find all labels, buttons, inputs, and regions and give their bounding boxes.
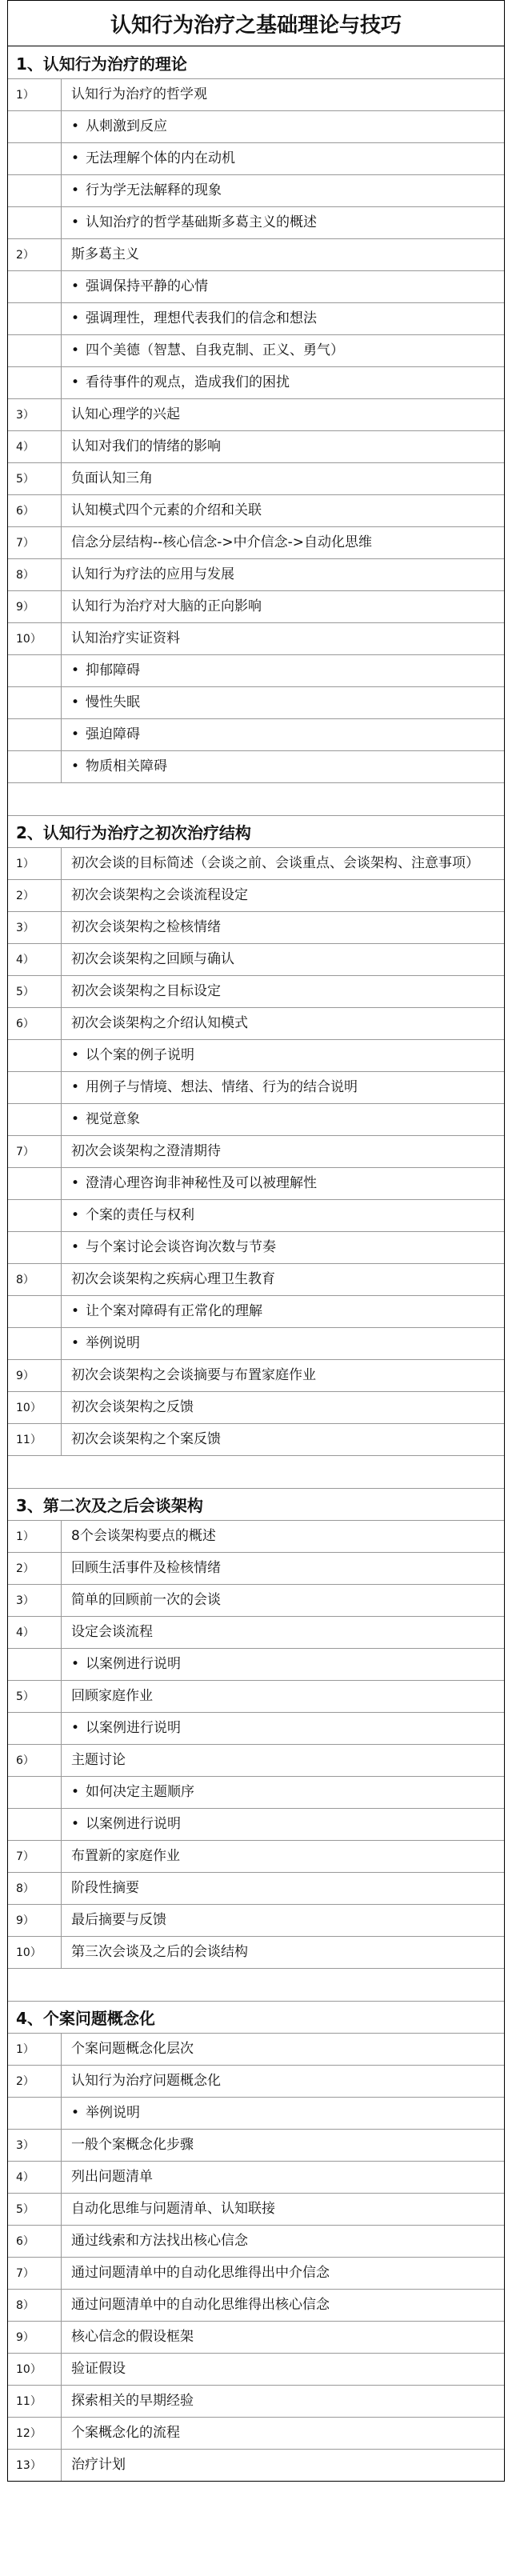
item-number [8,1072,62,1103]
item-number: 2） [8,880,62,911]
sub-point-row [8,1199,504,1231]
item-number [8,719,62,750]
item-number: 9） [8,1360,62,1391]
item-text: 一般个案概念化步骤 [71,2137,194,2153]
item-number [8,303,62,334]
document-title: 认知行为治疗之基础理论与技巧 [8,1,504,46]
item-number [8,271,62,302]
sub-point-text: • 认知治疗的哲学基础斯多葛主义的概述 [62,207,504,238]
outline-item-row [8,879,504,911]
sub-point-row [8,1071,504,1103]
outline-item-row [8,2193,504,2225]
sub-point-row [8,334,504,366]
outline-item-row [8,1391,504,1423]
item-text: 初次会谈架构之会谈摘要与布置家庭作业 [71,1367,316,1383]
item-number: 3） [8,912,62,943]
outline-item-row [8,2129,504,2161]
item-text: 列出问题清单 [71,2169,153,2185]
item-number: 4） [8,2162,62,2193]
outline-item-row [8,398,504,430]
item-number: 5） [8,2194,62,2225]
item-number: 11） [8,2386,62,2417]
outline-table [7,0,505,2482]
sub-point-row [8,206,504,238]
sub-point-text: • 以个案的例子说明 [62,1040,504,1071]
outline-item-row [8,2321,504,2353]
sub-point-row [8,142,504,174]
item-text: 阶段性摘要 [71,1880,139,1896]
item-text: 布置新的家庭作业 [71,1848,180,1864]
item-text: 治疗计划 [71,2457,126,2473]
outline-item-row [8,558,504,590]
item-number: 10） [8,2354,62,2385]
sub-point-row [8,686,504,718]
item-number: 1） [8,79,62,110]
item-number [8,207,62,238]
outline-item-row [8,975,504,1007]
item-text: 认知行为治疗的哲学观 [71,86,207,102]
item-text: 认知心理学的兴起 [71,406,180,422]
sub-point-row [8,750,504,782]
item-text: 个案问题概念化层次 [71,2041,194,2057]
item-text: 回顾生活事件及检核情绪 [71,1560,221,1576]
outline-item-row [8,2449,504,2481]
item-text: 核心信念的假设框架 [71,2329,194,2345]
item-number [8,1296,62,1327]
item-text: 验证假设 [71,2361,126,2377]
item-number: 4） [8,944,62,975]
item-number [8,367,62,398]
sub-point-text: • 强迫障碍 [62,719,504,750]
sub-point-text: • 让个案对障碍有正常化的理解 [62,1296,504,1327]
sub-point-row [8,1103,504,1135]
item-number [8,111,62,142]
sub-point-text: • 从刺激到反应 [62,111,504,142]
outline-item-row [8,1840,504,1872]
item-text: 初次会谈架构之会谈流程设定 [71,887,248,903]
sub-point-row [8,110,504,142]
outline-item-row [8,2417,504,2449]
outline-item-row [8,2065,504,2097]
item-number: 2） [8,2066,62,2097]
item-text: 认知行为治疗问题概念化 [71,2073,221,2089]
outline-item-row [8,590,504,622]
item-text: 设定会谈流程 [71,1624,153,1640]
sub-point-text: • 举例说明 [62,2098,504,2129]
item-text: 通过问题清单中的自动化思维得出核心信念 [71,2297,330,2313]
item-number: 13） [8,2450,62,2481]
item-number [8,143,62,174]
section-spacer [8,1968,504,2001]
sub-point-row [8,1231,504,1263]
item-text: 负面认知三角 [71,470,153,486]
item-text: 通过线索和方法找出核心信念 [71,2233,248,2249]
item-text: 初次会谈架构之个案反馈 [71,1431,221,1447]
item-number: 6） [8,1008,62,1039]
item-text: 初次会谈架构之检核情绪 [71,919,221,935]
sub-point-text: • 物质相关障碍 [62,751,504,782]
outline-item-row [8,526,504,558]
item-number: 3） [8,2130,62,2161]
item-text: 初次会谈架构之疾病心理卫生教育 [71,1271,275,1287]
item-number [8,1777,62,1808]
item-number [8,1713,62,1744]
sub-point-row [8,1808,504,1840]
section-heading: 2、认知行为治疗之初次治疗结构 [8,815,504,847]
outline-item-row [8,1936,504,1968]
outline-item-row [8,1263,504,1295]
item-text: 8个会谈架构要点的概述 [71,1528,216,1544]
sub-point-row [8,654,504,686]
outline-item-row [8,1904,504,1936]
item-text: 认知模式四个元素的介绍和关联 [71,502,262,518]
sub-point-text: • 澄清心理咨询非神秘性及可以被理解性 [62,1168,504,1199]
item-text: 通过问题清单中的自动化思维得出中介信念 [71,2265,330,2281]
item-text: 回顾家庭作业 [71,1688,153,1704]
outline-item-row [8,2161,504,2193]
item-text: 斯多葛主义 [71,246,139,262]
sub-point-text: • 强调理性，理想代表我们的信念和想法 [62,303,504,334]
outline-item-row [8,2225,504,2257]
outline-item-row [8,1584,504,1616]
item-text: 初次会谈的目标简述（会谈之前、会谈重点、会谈架构、注意事项） [71,855,479,871]
sub-point-row [8,174,504,206]
item-number [8,1809,62,1840]
item-number [8,1104,62,1135]
sub-point-row [8,718,504,750]
item-number: 10） [8,1392,62,1423]
item-number [8,1168,62,1199]
item-number: 2） [8,1553,62,1584]
outline-item-row [8,1359,504,1391]
outline-item-row [8,911,504,943]
item-text: 初次会谈架构之回顾与确认 [71,951,234,967]
item-number: 3） [8,399,62,430]
outline-item-row [8,1135,504,1167]
section-spacer [8,782,504,815]
outline-item-row [8,2353,504,2385]
outline-body [8,46,504,2481]
sub-point-text: • 慢性失眠 [62,687,504,718]
item-text: 认知行为治疗对大脑的正向影响 [71,598,262,614]
section-heading: 4、个案问题概念化 [8,2001,504,2033]
item-number: 9） [8,2322,62,2353]
item-number: 8） [8,1264,62,1295]
sub-point-row [8,1776,504,1808]
item-text: 探索相关的早期经验 [71,2393,194,2409]
sub-point-text: • 以案例进行说明 [62,1713,504,1744]
item-number: 7） [8,527,62,558]
item-number: 7） [8,2258,62,2289]
sub-point-row [8,1039,504,1071]
sub-point-text: • 看待事件的观点，造成我们的困扰 [62,367,504,398]
sub-point-text: • 行为学无法解释的现象 [62,175,504,206]
item-number: 9） [8,1905,62,1936]
outline-item-row [8,1423,504,1455]
item-number: 5） [8,463,62,494]
item-number: 8） [8,559,62,590]
item-text: 初次会谈架构之反馈 [71,1399,194,1415]
sub-point-text: • 如何决定主题顺序 [62,1777,504,1808]
outline-item-row [8,2033,504,2065]
sub-point-row [8,1167,504,1199]
item-text: 初次会谈架构之目标设定 [71,983,221,999]
sub-point-row [8,2097,504,2129]
item-number: 4） [8,431,62,462]
section-heading: 1、认知行为治疗的理论 [16,54,187,74]
outline-item-row [8,1552,504,1584]
item-number: 7） [8,1136,62,1167]
item-number: 10） [8,1937,62,1968]
sub-point-text: • 个案的责任与权利 [62,1200,504,1231]
item-text: 认知治疗实证资料 [71,630,180,646]
item-number [8,335,62,366]
sub-point-row [8,270,504,302]
outline-item-row [8,1616,504,1648]
sub-point-text: • 抑郁障碍 [62,655,504,686]
item-number: 7） [8,1841,62,1872]
item-number [8,175,62,206]
item-text: 第三次会谈及之后的会谈结构 [71,1944,248,1960]
item-number [8,1200,62,1231]
item-text: 个案概念化的流程 [71,2425,180,2441]
outline-item-row [8,847,504,879]
sub-point-row [8,302,504,334]
sub-point-text: • 用例子与情境、想法、情绪、行为的结合说明 [62,1072,504,1103]
item-number: 6） [8,2226,62,2257]
outline-item-row [8,1680,504,1712]
item-text: 初次会谈架构之澄清期待 [71,1143,221,1159]
item-number: 3） [8,1585,62,1616]
outline-item-row [8,1520,504,1552]
outline-item-row [8,494,504,526]
item-number: 4） [8,1617,62,1648]
item-text: 信念分层结构--核心信念->中介信念->自动化思维 [71,534,373,550]
item-text: 自动化思维与问题清单、认知联接 [71,2201,275,2217]
item-number: 8） [8,2290,62,2321]
item-number [8,1328,62,1359]
sub-point-text: • 无法理解个体的内在动机 [62,143,504,174]
item-number: 6） [8,495,62,526]
item-number: 9） [8,591,62,622]
outline-item-row [8,2289,504,2321]
item-text: 简单的回顾前一次的会谈 [71,1592,221,1608]
sub-point-row [8,366,504,398]
item-number [8,1040,62,1071]
sub-point-text: • 四个美德（智慧、自我克制、正义、勇气） [62,335,504,366]
item-number: 1） [8,1521,62,1552]
item-text: 认知行为疗法的应用与发展 [71,566,234,582]
outline-item-row [8,1872,504,1904]
item-text: 主题讨论 [71,1752,126,1768]
item-number: 10） [8,623,62,654]
outline-item-row [8,430,504,462]
outline-item-row [8,943,504,975]
sub-point-text: • 与个案讨论会谈咨询次数与节奏 [62,1232,504,1263]
sub-point-row [8,1295,504,1327]
item-text: 认知对我们的情绪的影响 [71,438,221,454]
sub-point-text: • 以案例进行说明 [62,1649,504,1680]
item-number: 8） [8,1873,62,1904]
item-text: 初次会谈架构之介绍认知模式 [71,1015,248,1031]
outline-item-row [8,2385,504,2417]
item-number: 2） [8,239,62,270]
outline-item-row [8,78,504,110]
item-text: 最后摘要与反馈 [71,1912,166,1928]
item-number [8,751,62,782]
item-number [8,655,62,686]
outline-item-row [8,238,504,270]
item-number: 12） [8,2418,62,2449]
sub-point-text: • 以案例进行说明 [62,1809,504,1840]
sub-point-row [8,1712,504,1744]
sub-point-row [8,1648,504,1680]
sub-point-text: • 强调保持平静的心情 [62,271,504,302]
item-number [8,1649,62,1680]
item-number [8,2098,62,2129]
section-spacer [8,1455,504,1488]
item-number: 6） [8,1745,62,1776]
item-number [8,687,62,718]
item-number: 1） [8,2034,62,2065]
section-heading: 3、第二次及之后会谈架构 [8,1488,504,1520]
item-number: 5） [8,976,62,1007]
outline-item-row [8,2257,504,2289]
item-number [8,1232,62,1263]
item-number: 1） [8,848,62,879]
sub-point-text: • 举例说明 [62,1328,504,1359]
outline-item-row [8,622,504,654]
sub-point-row [8,1327,504,1359]
item-number: 5） [8,1681,62,1712]
outline-item-row [8,462,504,494]
item-number: 11） [8,1424,62,1455]
sub-point-text: • 视觉意象 [62,1104,504,1135]
outline-item-row [8,1007,504,1039]
outline-item-row [8,1744,504,1776]
